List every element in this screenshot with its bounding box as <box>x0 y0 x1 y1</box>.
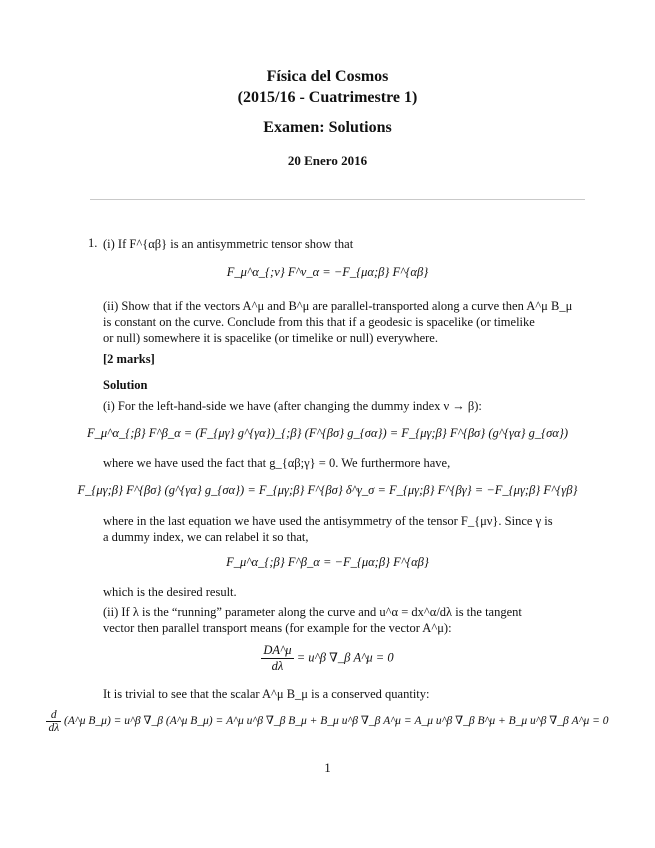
solution-line-2: where we have used the fact that g_{αβ;γ} = 0. We furthermore have, <box>103 456 451 470</box>
solution-line-5: which is the desired result. <box>103 585 237 599</box>
page-number: 1 <box>324 760 331 775</box>
question-number: 1. <box>88 236 98 250</box>
equation-4: F_μ^α_{;β} F^β_α = −F_{μα;β} F^{αβ} <box>226 555 429 569</box>
equation-1: F_μ^α_{;ν} F^ν_α = −F_{μα;β} F^{αβ} <box>226 265 429 279</box>
exam-date: 20 Enero 2016 <box>287 153 368 168</box>
equation-5-rhs: = u^β ∇_β A^μ = 0 <box>296 650 394 665</box>
question-part-ii-line2: is constant on the curve. Conclude from this that if a geodesic is spacelike (or timelike <box>103 315 535 329</box>
course-title: Física del Cosmos <box>266 68 389 85</box>
equation-6-denominator: dλ <box>48 722 60 734</box>
header-divider <box>90 199 585 200</box>
marks-label: [2 marks] <box>103 352 155 366</box>
equation-6-fraction <box>46 709 61 734</box>
equation-6-numerator: d <box>46 709 61 722</box>
solution-line-6: (ii) If λ is the “running” parameter along the curve and u^α = dx^α/dλ is the tangent <box>103 605 522 619</box>
equation-6 <box>0 709 655 734</box>
solution-line-3: where in the last equation we have used the antisymmetry of the tensor F_{μν}. Since γ is <box>103 514 553 528</box>
term-subtitle: (2015/16 - Cuatrimestre 1) <box>237 89 418 106</box>
equation-6-rhs: (A^μ B_μ) = u^β ∇_β (A^μ B_μ) = A^μ u^β ∇_β B_μ + B_μ u^β ∇_β A^μ = A_μ u^β ∇_β B^μ + B_μ u^β ∇_β A^μ = 0 <box>64 715 609 728</box>
equation-3: F_{μγ;β} F^{βσ} (g^{γα} g_{σα}) = F_{μγ;β} F^{βσ} δ^γ_σ = F_{μγ;β} F^{βγ} = −F_{μγ;β} F^{γβ} <box>77 483 578 497</box>
exam-title: Examen: Solutions <box>263 119 392 136</box>
question-part-ii-line1: (ii) Show that if the vectors A^μ and B^μ are parallel-transported along a curve then A^μ B_μ <box>103 299 573 313</box>
solution-line-7: vector then parallel transport means (for example for the vector A^μ): <box>103 621 452 635</box>
equation-5-fraction <box>261 643 293 674</box>
equation-5 <box>0 643 655 674</box>
solution-line-8: It is trivial to see that the scalar A^μ B_μ is a conserved quantity: <box>103 687 430 701</box>
equation-5-denominator: dλ <box>271 659 284 673</box>
solution-line-1: (i) For the left-hand-side we have (after changing the dummy index ν → β): <box>103 399 482 413</box>
question-part-i: (i) If F^{αβ} is an antisymmetric tensor show that <box>103 237 354 251</box>
question-part-ii-line3: or null) somewhere it is spacelike (or timelike or null) everywhere. <box>103 331 438 345</box>
equation-5-numerator: DA^μ <box>263 643 292 657</box>
solution-heading: Solution <box>103 378 148 392</box>
equation-2: F_μ^α_{;β} F^β_α = (F_{μγ} g^{γα})_{;β} (F^{βσ} g_{σα}) = F_{μγ;β} F^{βσ} (g^{γα} g_{σα}) <box>86 426 569 440</box>
solution-line-4: a dummy index, we can relabel it so that, <box>103 530 309 544</box>
